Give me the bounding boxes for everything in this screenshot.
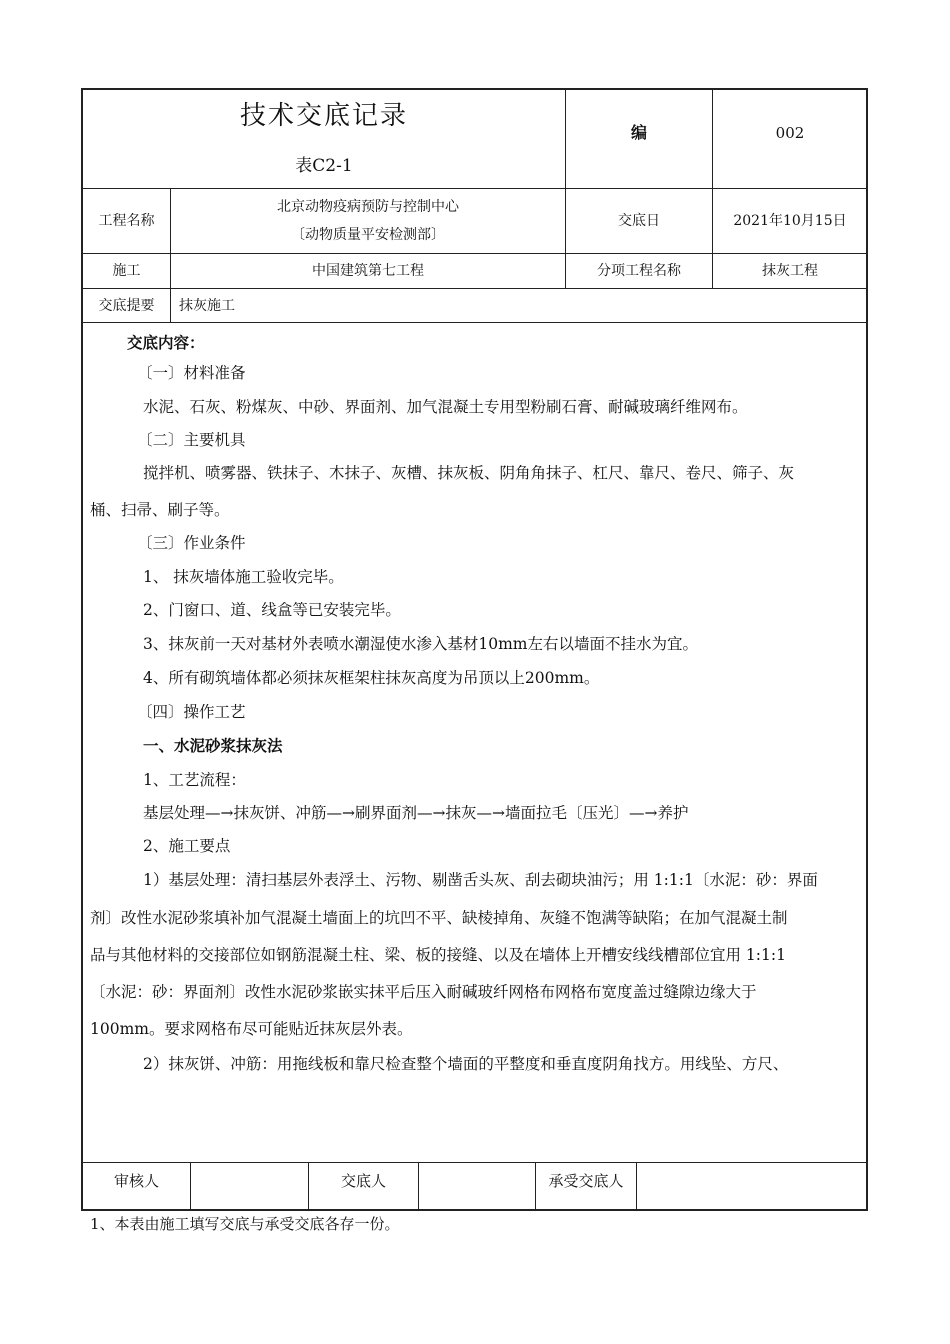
summary-value: 抹灰施工	[179, 297, 235, 314]
content-line: 2、门窗口、道、线盒等已安装完毕。	[143, 601, 401, 619]
reviewer-field[interactable]	[191, 1163, 308, 1211]
row-divider	[82, 322, 867, 323]
date-label: 交底日	[618, 213, 660, 229]
discloser-field[interactable]	[419, 1163, 535, 1211]
content-line: 〔四〕操作工艺	[137, 703, 246, 721]
content-line: 2）抹灰饼、冲筋：用拖线板和靠尺检查整个墙面的平整度和垂直度阴角找方。用线坠、方尺、	[143, 1055, 789, 1073]
content-line: 水泥、石灰、粉煤灰、中砂、界面剂、加气混凝土专用型粉刷石膏、耐碱玻璃纤维网布。	[143, 398, 748, 416]
footer-note: 1、本表由施工填写交底与承受交底各存一份。	[90, 1215, 400, 1233]
content-line: 剂〕改性水泥砂浆填补加气混凝土墙面上的坑凹不平、缺棱掉角、灰缝不饱满等缺陷；在加气混凝土制	[90, 909, 788, 927]
content-line: 1、 抹灰墙体施工验收完毕。	[143, 568, 344, 586]
content-line: 3、抹灰前一天对基材外表喷水潮湿使水渗入基材10mm左右以墙面不挂水为宜。	[143, 635, 698, 653]
number-value: 002	[775, 124, 805, 142]
project-name-line2: 〔动物质量平安检测部〕	[291, 227, 445, 243]
content-line: 桶、扫帚、刷子等。	[90, 501, 230, 519]
constructor-value: 中国建筑第七工程	[312, 263, 424, 279]
subproject-label: 分项工程名称	[597, 263, 681, 279]
date-value: 2021年10月15日	[733, 213, 847, 229]
content-line: 1、工艺流程：	[143, 771, 246, 789]
subproject-value: 抹灰工程	[762, 263, 818, 279]
content-line: 〔一〕材料准备	[137, 364, 246, 382]
content-line: 品与其他材料的交接部位如钢筋混凝土柱、梁、板的接缝、以及在墙体上开槽安线线槽部位宜用 1:1:1	[90, 946, 786, 964]
page-title: 技术交底记录	[239, 101, 408, 131]
content-line: 4、所有砌筑墙体都必须抹灰框架柱抹灰高度为吊顶以上200mm。	[143, 669, 600, 687]
content-line: 2、施工要点	[143, 837, 231, 855]
content-line: 搅拌机、喷雾器、铁抹子、木抹子、灰槽、抹灰板、阴角角抹子、杠尺、靠尺、卷尺、筛子、灰	[143, 464, 795, 482]
number-label: 编	[630, 123, 647, 142]
constructor-label: 施工	[112, 263, 141, 279]
content-line: 〔三〕作业条件	[137, 534, 246, 552]
content-line: 一、水泥砂浆抹灰法	[143, 736, 283, 755]
content-line: 100mm。要求网格布尽可能贴近抹灰层外表。	[90, 1020, 413, 1038]
content-heading: 交底内容：	[127, 333, 205, 352]
content-line: 基层处理—→抹灰饼、冲筋—→刷界面剂—→抹灰—→墙面拉毛〔压光〕—→养护	[143, 804, 689, 822]
receiver-field[interactable]	[637, 1163, 867, 1211]
content-line: 〔二〕主要机具	[137, 431, 246, 449]
project-name-label: 工程名称	[98, 213, 155, 229]
reviewer-label: 审核人	[113, 1172, 159, 1190]
content-line: 〔水泥：砂：界面剂〕改性水泥砂浆嵌实抹平后压入耐碱玻纤网格布网格布宽度盖过缝隙边缘大于	[90, 983, 757, 1001]
form-code: 表C2-1	[295, 156, 353, 176]
content-line: 1）基层处理：清扫基层外表浮土、污物、剔凿舌头灰、刮去砌块油污；用 1:1:1〔水泥：砂：界面	[143, 871, 818, 889]
discloser-label: 交底人	[340, 1172, 386, 1190]
receiver-label: 承受交底人	[548, 1172, 624, 1190]
summary-label: 交底提要	[98, 297, 155, 314]
project-name-line1: 北京动物疫病预防与控制中心	[277, 199, 459, 215]
